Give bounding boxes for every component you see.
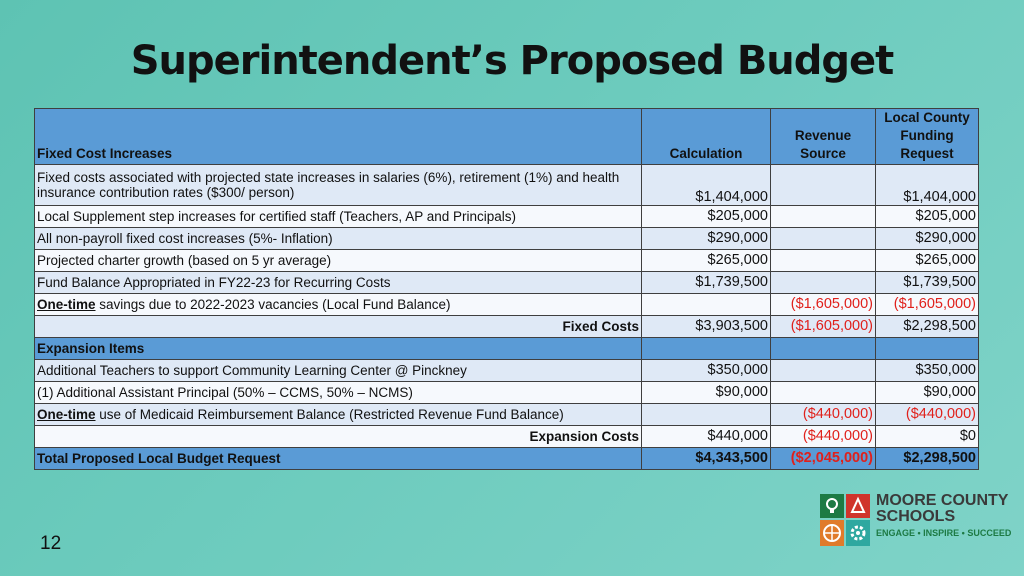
school-emblem-icon [818,492,872,548]
row-local-request: ($440,000) [876,404,979,426]
row-description: Additional Teachers to support Community Learning Center @ Pinckney [35,360,642,382]
row-calculation [642,294,771,316]
row-description [35,294,642,316]
row-revenue-source [771,228,876,250]
row-revenue-source: ($440,000) [771,404,876,426]
total-local-request: $2,298,500 [876,448,979,470]
row-calculation: $90,000 [642,382,771,404]
table-row [35,250,979,272]
row-local-request: $2,298,500 [876,316,979,338]
table-row [35,206,979,228]
row-local-request: $265,000 [876,250,979,272]
row-description: Fixed costs associated with projected state increases in salaries (6%), retirement (1%) and health insurance contribution rates ($300/ person) [35,165,642,206]
row-calculation: $265,000 [642,250,771,272]
row-calculation: $440,000 [642,426,771,448]
empty-cell [876,338,979,360]
table-row [35,228,979,250]
row-description [35,404,642,426]
row-description: All non-payroll fixed cost increases (5%- Inflation) [35,228,642,250]
row-local-request: $350,000 [876,360,979,382]
section-header-expansion-items [35,338,979,360]
total-calculation: $4,343,500 [642,448,771,470]
total-revenue-source: ($2,045,000) [771,448,876,470]
logo-name-line2: SCHOOLS [876,508,956,525]
moore-county-schools-logo [818,492,1018,548]
row-local-request: $0 [876,426,979,448]
header-local-county-funding-request: Local County Funding Request [876,109,979,165]
subtotal-row-expansion-costs [35,426,979,448]
table-row [35,272,979,294]
row-calculation: $350,000 [642,360,771,382]
row-revenue-source: ($1,605,000) [771,316,876,338]
row-revenue-source: ($440,000) [771,426,876,448]
table-row [35,404,979,426]
section-label: Expansion Items [35,338,642,360]
subtotal-row-fixed-costs [35,316,979,338]
row-revenue-source [771,272,876,294]
table-row [35,165,979,206]
empty-cell [771,338,876,360]
row-calculation: $290,000 [642,228,771,250]
header-fixed-cost-increases: Fixed Cost Increases [35,109,642,165]
row-revenue-source [771,360,876,382]
table-row [35,360,979,382]
row-local-request: $1,404,000 [876,165,979,206]
logo-name-line1: MOORE COUNTY [876,492,1009,509]
logo-name [876,493,1008,525]
table-row [35,382,979,404]
subtotal-label: Expansion Costs [35,426,642,448]
budget-table [34,108,979,470]
header-revenue-source: Revenue Source [771,109,876,165]
logo-tagline: ENGAGE • INSPIRE • SUCCEED [876,528,1012,538]
empty-cell [642,338,771,360]
subtotal-label: Fixed Costs [35,316,642,338]
table-row [35,294,979,316]
row-revenue-source [771,206,876,228]
row-description: Fund Balance Appropriated in FY22-23 for Recurring Costs [35,272,642,294]
row-description: Local Supplement step increases for certified staff (Teachers, AP and Principals) [35,206,642,228]
row-calculation: $205,000 [642,206,771,228]
row-calculation: $1,404,000 [642,165,771,206]
one-time-label: One-time [37,297,96,312]
one-time-label: One-time [37,407,96,422]
page-title: Superintendent’s Proposed Budget [130,38,894,84]
total-row [35,448,979,470]
row-local-request: $1,739,500 [876,272,979,294]
row-local-request: ($1,605,000) [876,294,979,316]
row-local-request: $290,000 [876,228,979,250]
row-description: Projected charter growth (based on 5 yr average) [35,250,642,272]
row-revenue-source [771,382,876,404]
row-calculation [642,404,771,426]
row-revenue-source: ($1,605,000) [771,294,876,316]
row-description-text: use of Medicaid Reimbursement Balance (Restricted Revenue Fund Balance) [95,407,564,422]
row-revenue-source [771,165,876,206]
total-label: Total Proposed Local Budget Request [35,448,642,470]
row-description: (1) Additional Assistant Principal (50% – CCMS, 50% – NCMS) [35,382,642,404]
row-local-request: $205,000 [876,206,979,228]
row-revenue-source [771,250,876,272]
row-calculation: $1,739,500 [642,272,771,294]
header-calculation: Calculation [642,109,771,165]
page-number: 12 [40,533,62,554]
row-description-text: savings due to 2022-2023 vacancies (Local Fund Balance) [95,297,451,312]
row-local-request: $90,000 [876,382,979,404]
row-calculation: $3,903,500 [642,316,771,338]
table-header-row [35,109,979,165]
